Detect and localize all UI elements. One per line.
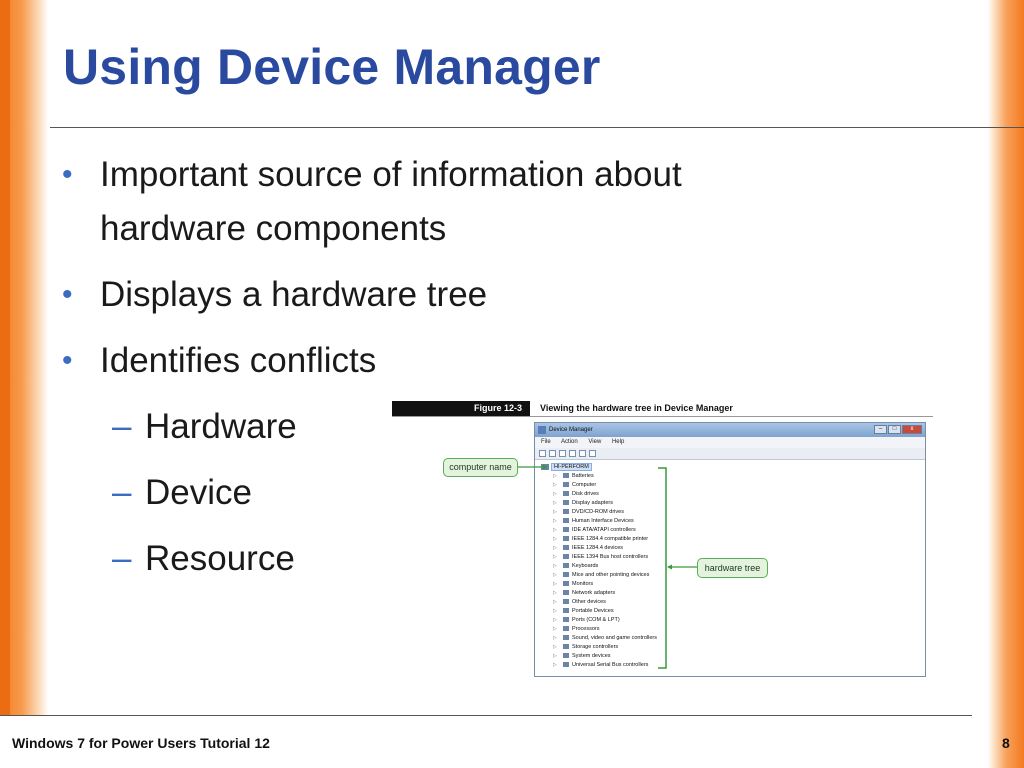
slide-title: Using Device Manager <box>63 39 601 95</box>
expand-icon: ▷ <box>553 653 557 659</box>
bullet-icon: • <box>62 158 73 191</box>
sub-bullet-text: Hardware <box>145 407 297 446</box>
close-icon: x <box>902 425 922 434</box>
bullet-text: Identifies conflicts <box>100 341 377 380</box>
maximize-icon: □ <box>888 425 901 434</box>
expand-icon: ▷ <box>553 581 557 587</box>
tree-item-label: Human Interface Devices <box>572 518 634 524</box>
expand-icon: ▷ <box>553 554 557 560</box>
expand-icon: ▷ <box>553 644 557 650</box>
menu-file: File <box>541 439 551 445</box>
computer-name-arrow <box>543 465 548 470</box>
expand-icon: ▷ <box>553 608 557 614</box>
bullet-text: Displays a hardware tree <box>100 275 488 314</box>
expand-icon: ▷ <box>553 626 557 632</box>
figure-number: Figure 12-3 <box>392 401 530 416</box>
expand-icon: ▷ <box>553 527 557 533</box>
expand-icon: ▷ <box>553 500 557 506</box>
expand-icon: ▷ <box>553 518 557 524</box>
root-label: HI-PERFORM <box>551 463 592 471</box>
computer-name-callout: computer name <box>443 458 518 477</box>
expand-icon: ▷ <box>553 599 557 605</box>
expand-icon: ▷ <box>553 572 557 578</box>
dash-icon: – <box>112 539 132 578</box>
tree-item-label: Mice and other pointing devices <box>572 572 650 578</box>
expand-icon: ▷ <box>553 545 557 551</box>
expand-icon: ▷ <box>553 563 557 569</box>
tree-item-label: Network adapters <box>572 590 616 596</box>
sub-bullet-text: Resource <box>145 539 295 578</box>
tree-item-label: IEEE 1394 Bus host controllers <box>572 554 649 560</box>
menu-action: Action <box>561 439 578 445</box>
expand-icon: ▷ <box>553 491 557 497</box>
expand-icon: ▷ <box>553 617 557 623</box>
sub-bullet-text: Device <box>145 473 252 512</box>
tree-item-label: Batteries <box>572 473 594 479</box>
tree-item-label: Other devices <box>572 599 606 605</box>
tree-item-label: Ports (COM & LPT) <box>572 617 620 623</box>
bullet-text: Important source of information about hardware components <box>100 155 682 248</box>
expand-icon: ▷ <box>553 482 557 488</box>
minimize-icon: – <box>874 425 887 434</box>
tree-item-label: Keyboards <box>572 563 599 569</box>
figure-caption: Viewing the hardware tree in Device Manager <box>540 403 733 413</box>
tree-item-label: Portable Devices <box>572 608 614 614</box>
tree-item-label: Computer <box>572 482 597 488</box>
tree-item-label: DVD/CD-ROM drives <box>572 509 624 515</box>
expand-icon: ▷ <box>553 536 557 542</box>
tree-item-label: System devices <box>572 653 611 659</box>
dash-icon: – <box>112 407 132 446</box>
expand-icon: ▷ <box>553 473 557 479</box>
expand-icon: ▷ <box>553 635 557 641</box>
tree-item-label: Processors <box>572 626 600 632</box>
hardware-tree-callout: hardware tree <box>697 558 768 578</box>
menu-help: Help <box>611 439 625 445</box>
footer-divider <box>0 715 972 716</box>
tree-item-label: Storage controllers <box>572 644 619 650</box>
tree-item-label: Universal Serial Bus controllers <box>572 662 649 668</box>
menu-view: View <box>588 439 602 445</box>
hardware-tree-arrow <box>667 565 672 570</box>
bullet-icon: • <box>62 278 73 311</box>
page-number: 8 <box>1002 735 1010 751</box>
hardware-tree-bracket <box>658 468 666 668</box>
expand-icon: ▷ <box>553 662 557 668</box>
expand-icon: ▷ <box>553 590 557 596</box>
tree-item-label: Disk drives <box>572 491 599 497</box>
tree-item-label: IDE ATA/ATAPI controllers <box>572 527 636 533</box>
tree-item-label: Monitors <box>572 581 594 587</box>
footer-text: Windows 7 for Power Users Tutorial 12 <box>12 735 270 751</box>
tree-item-label: IEEE 1284.4 compatible printer <box>572 536 649 542</box>
tree-item-label: Sound, video and game controllers <box>572 635 657 641</box>
tree-item-label: Display adapters <box>572 500 613 506</box>
window-title: Device Manager <box>549 427 593 433</box>
dash-icon: – <box>112 473 132 512</box>
bullet-icon: • <box>62 344 73 377</box>
tree-item-label: IEEE 1284.4 devices <box>572 545 624 551</box>
expand-icon: ▷ <box>553 509 557 515</box>
